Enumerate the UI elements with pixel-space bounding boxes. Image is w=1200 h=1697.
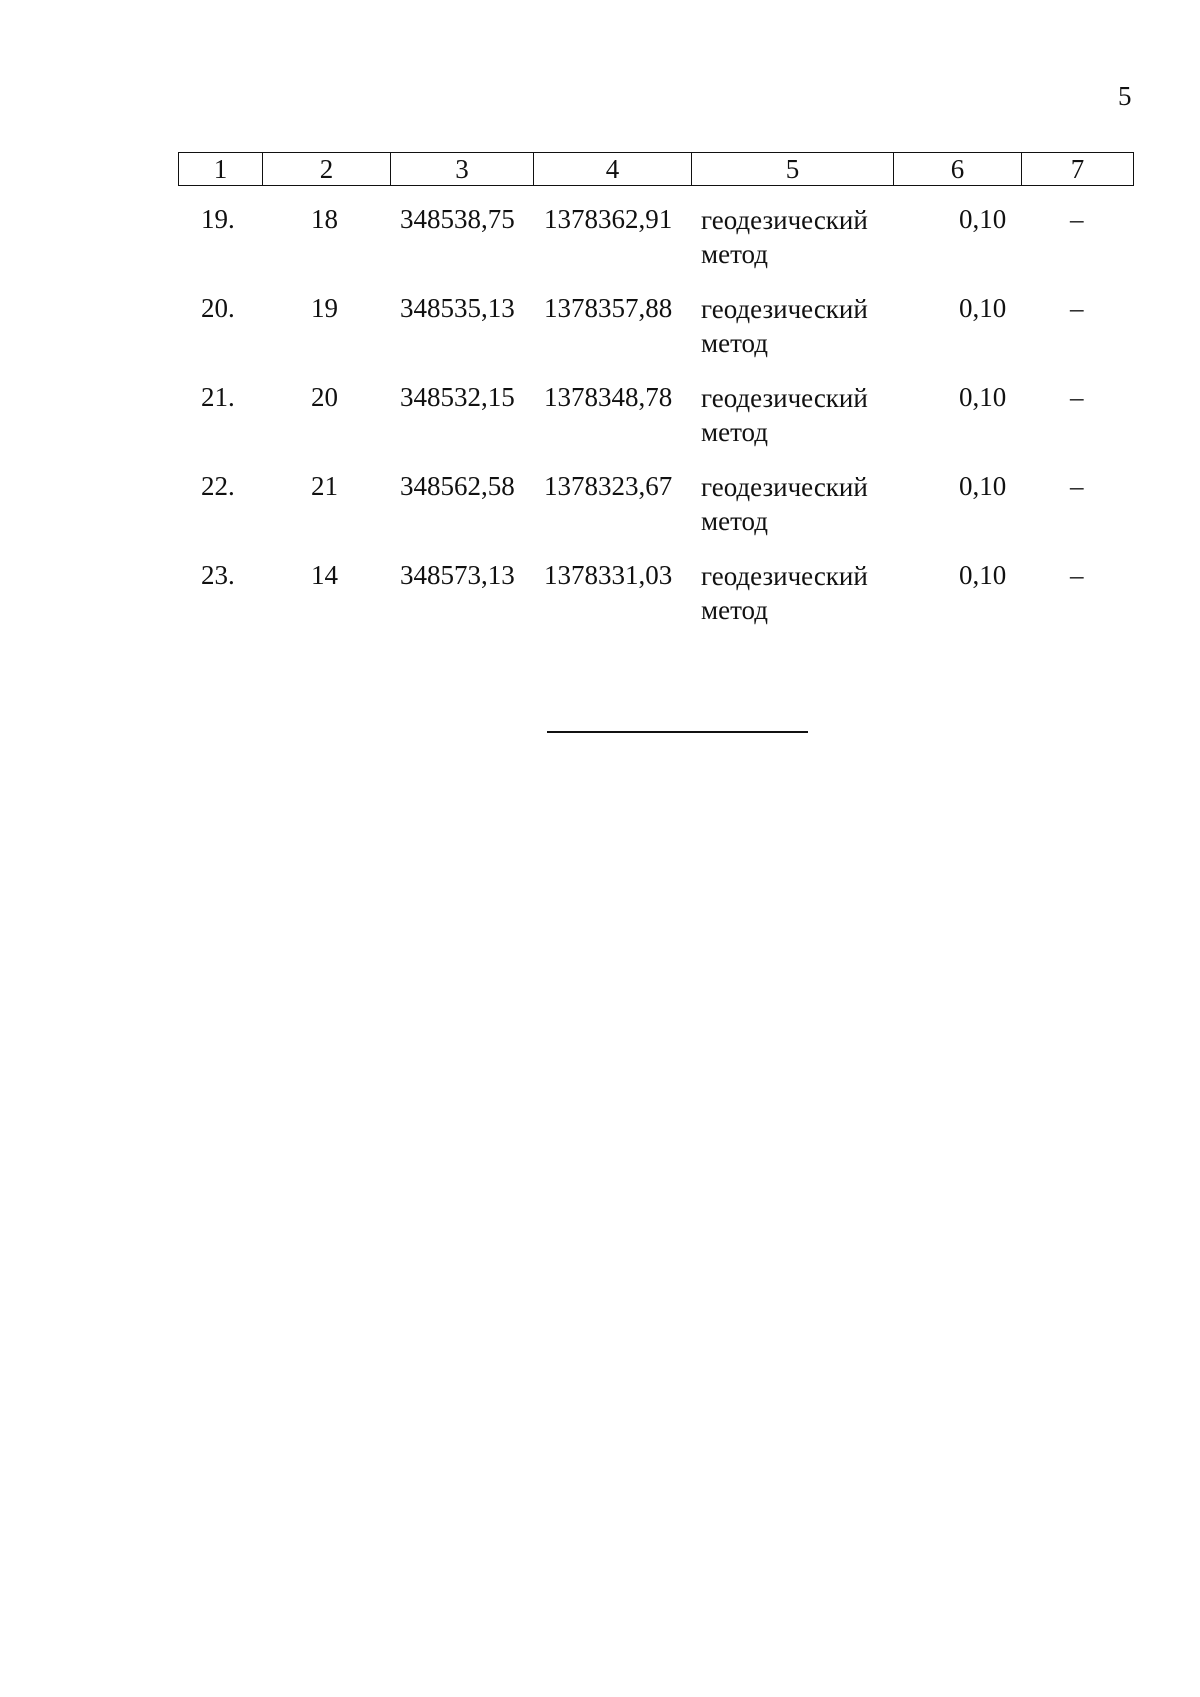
row-number: 23. (201, 560, 235, 590)
header-cell-1: 1 (179, 153, 263, 186)
note: – (1070, 560, 1084, 590)
note: – (1070, 293, 1084, 323)
row-number: 20. (201, 293, 235, 323)
table-row (178, 381, 1133, 470)
point-number: 21 (311, 471, 338, 501)
y-coordinate: 1378357,88 (544, 293, 673, 323)
method-line-1: геодезический (701, 205, 868, 235)
x-coordinate: 348573,13 (400, 560, 515, 590)
point-number: 19 (311, 293, 338, 323)
x-coordinate: 348535,13 (400, 293, 515, 323)
precision: 0,10 (959, 471, 1007, 501)
x-coordinate: 348532,15 (400, 382, 515, 412)
note: – (1070, 382, 1084, 412)
y-coordinate: 1378323,67 (544, 471, 673, 501)
y-coordinate: 1378362,91 (544, 204, 673, 234)
page-number: 5 (1118, 81, 1132, 111)
method-line-1: геодезический (701, 294, 868, 324)
point-number: 18 (311, 204, 338, 234)
precision: 0,10 (959, 204, 1007, 234)
column-number-header (178, 152, 1134, 186)
header-cell-3: 3 (391, 153, 534, 186)
x-coordinate: 348562,58 (400, 471, 515, 501)
precision: 0,10 (959, 293, 1007, 323)
method-line-2: метод (701, 417, 768, 447)
row-number: 19. (201, 204, 235, 234)
point-number: 20 (311, 382, 338, 412)
coordinates-table-body (178, 203, 1133, 648)
table-row (178, 292, 1133, 381)
precision: 0,10 (959, 382, 1007, 412)
table-row (178, 470, 1133, 559)
method (701, 381, 891, 449)
end-of-table-rule (547, 731, 808, 733)
row-number: 22. (201, 471, 235, 501)
method (701, 203, 891, 271)
y-coordinate: 1378348,78 (544, 382, 673, 412)
x-coordinate: 348538,75 (400, 204, 515, 234)
header-cell-2: 2 (263, 153, 391, 186)
header-cell-5: 5 (692, 153, 894, 186)
point-number: 14 (311, 560, 338, 590)
method (701, 559, 891, 627)
table-row (178, 559, 1133, 648)
header-cell-4: 4 (534, 153, 692, 186)
table-row (178, 203, 1133, 292)
method (701, 292, 891, 360)
note: – (1070, 204, 1084, 234)
method-line-1: геодезический (701, 472, 868, 502)
method-line-2: метод (701, 506, 768, 536)
header-row (179, 153, 1134, 186)
header-cell-7: 7 (1022, 153, 1134, 186)
method (701, 470, 891, 538)
note: – (1070, 471, 1084, 501)
row-number: 21. (201, 382, 235, 412)
precision: 0,10 (959, 560, 1007, 590)
method-line-1: геодезический (701, 383, 868, 413)
method-line-2: метод (701, 239, 768, 269)
method-line-2: метод (701, 328, 768, 358)
method-line-1: геодезический (701, 561, 868, 591)
method-line-2: метод (701, 595, 768, 625)
header-cell-6: 6 (894, 153, 1022, 186)
y-coordinate: 1378331,03 (544, 560, 673, 590)
